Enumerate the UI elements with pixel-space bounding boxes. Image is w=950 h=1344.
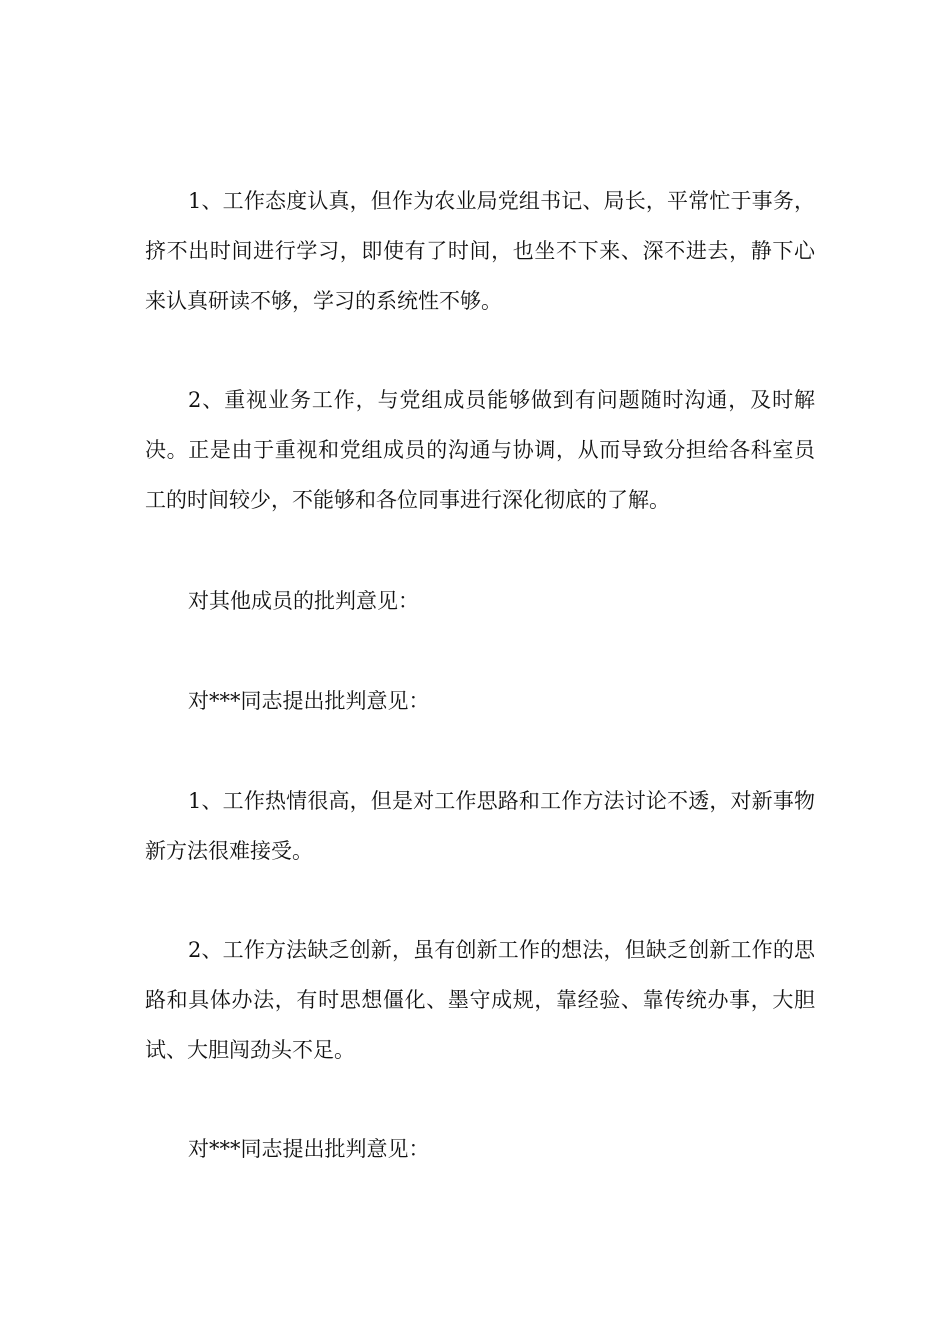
paragraph-comrade-1-item-1: 1、工作热情很高，但是对工作思路和工作方法讨论不透，对新事物新方法很难接受。 — [145, 789, 815, 863]
section-heading-others: 对其他成员的批判意见： — [188, 589, 419, 613]
subheading-comrade-1: 对***同志提出批判意见： — [188, 689, 430, 713]
subheading-comrade-2: 对***同志提出批判意见： — [188, 1137, 430, 1161]
paragraph-comrade-1-item-2: 2、工作方法缺乏创新，虽有创新工作的想法，但缺乏创新工作的思路和具体办法，有时思想僵化、墨守成规，靠经验、靠传统办事，大胆试、大胆闯劲头不足。 — [145, 938, 815, 1062]
paragraph-self-criticism-2: 2、重视业务工作，与党组成员能够做到有问题随时沟通，及时解决。正是由于重视和党组成员的沟通与协调，从而导致分担给各科室员工的时间较少，不能够和各位同事进行深化彻底的了解。 — [145, 388, 815, 512]
paragraph-self-criticism-1: 1、工作态度认真，但作为农业局党组书记、局长，平常忙于事务，挤不出时间进行学习，即使有了时间，也坐不下来、深不进去，静下心来认真研读不够，学习的系统性不够。 — [145, 189, 815, 313]
